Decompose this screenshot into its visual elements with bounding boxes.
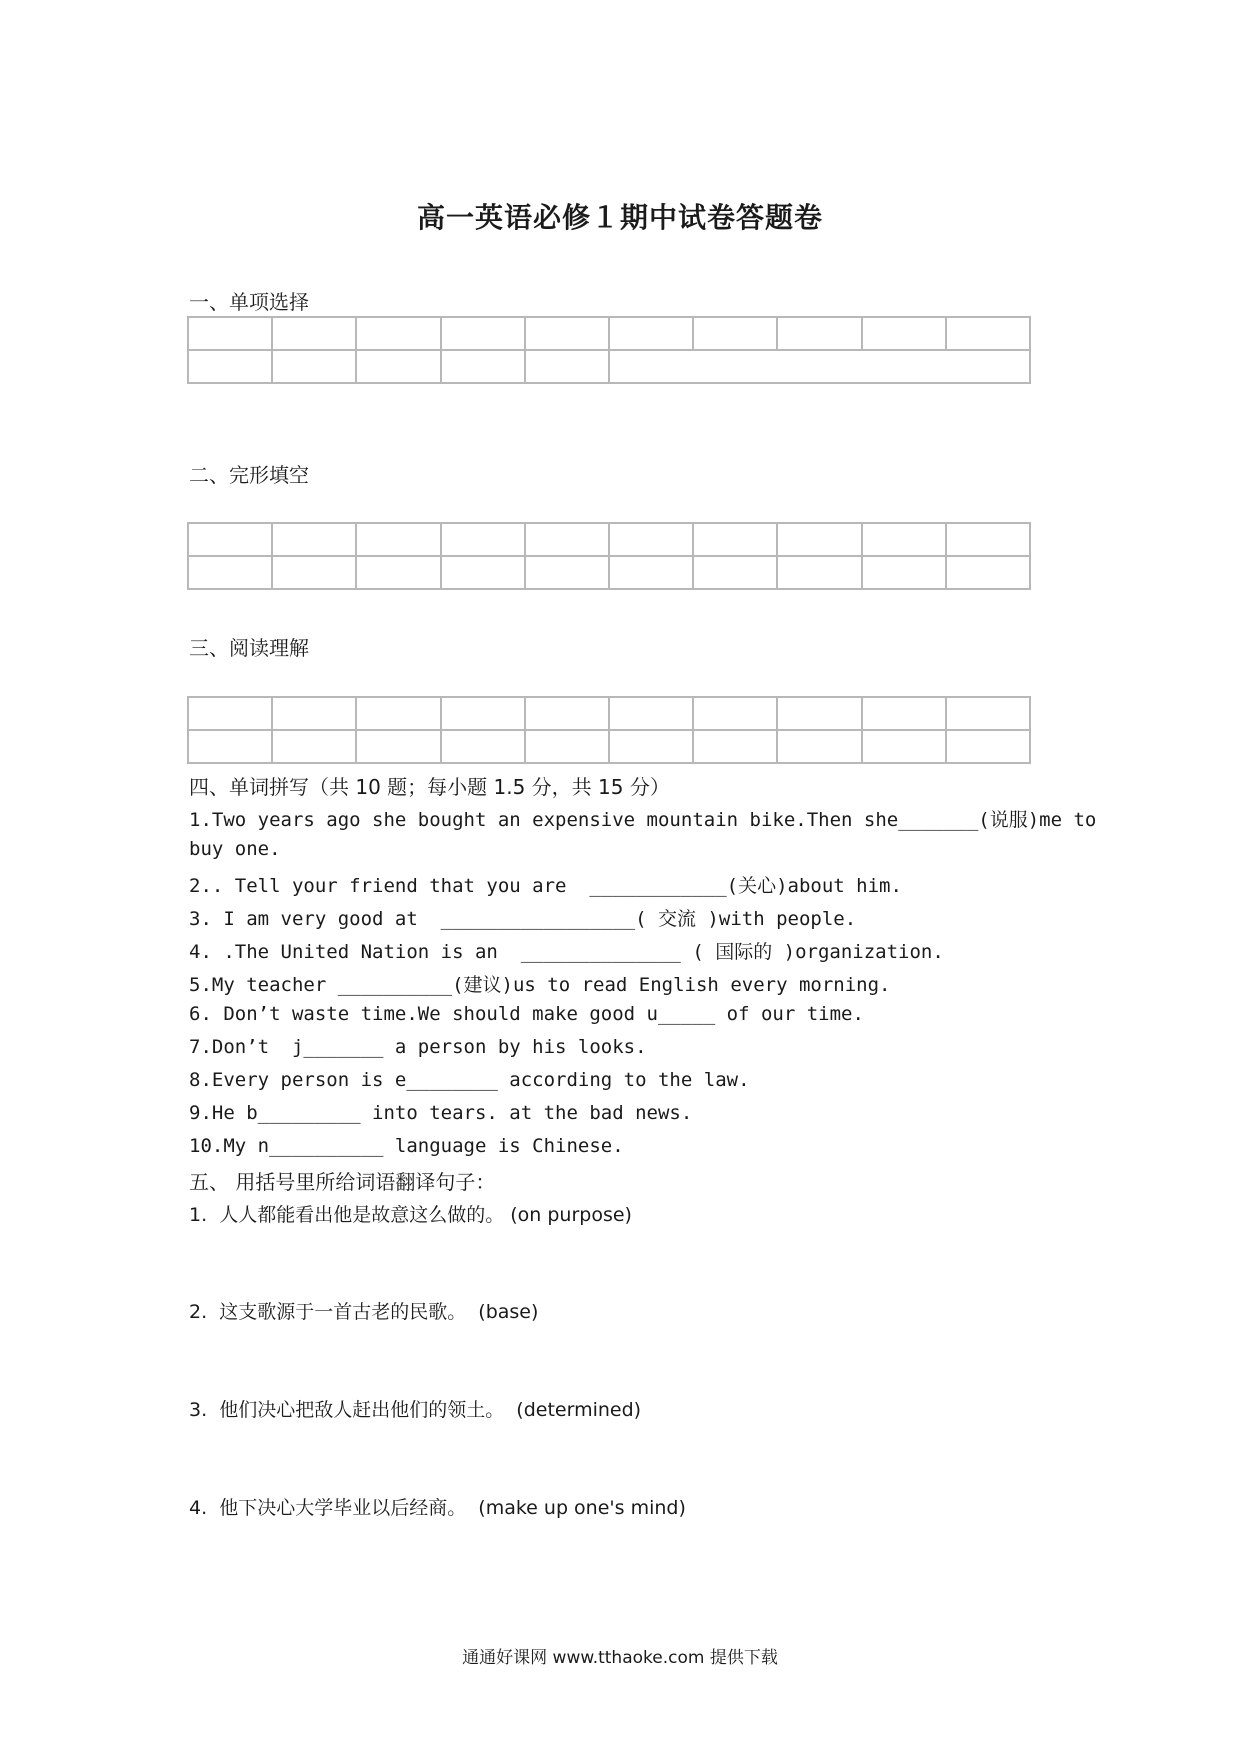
answer-cell[interactable] bbox=[946, 523, 1030, 556]
answer-cell[interactable] bbox=[946, 317, 1030, 350]
table-row bbox=[188, 523, 1030, 556]
answer-cell[interactable] bbox=[693, 556, 777, 589]
translation-item: 4. 他下决心大学毕业以后经商。 (make up one's mind) bbox=[189, 1497, 686, 1519]
answer-cell[interactable] bbox=[272, 317, 356, 350]
answer-cell[interactable] bbox=[356, 523, 440, 556]
answer-cell[interactable] bbox=[862, 556, 946, 589]
answer-cell[interactable] bbox=[862, 730, 946, 763]
page-title: 高一英语必修１期中试卷答题卷 bbox=[416, 201, 823, 234]
answer-cell[interactable] bbox=[272, 730, 356, 763]
answer-cell[interactable] bbox=[441, 317, 525, 350]
section-heading-spelling: 四、单词拼写（共 10 题；每小题 1.5 分，共 15 分） bbox=[189, 775, 670, 799]
answer-cell[interactable] bbox=[188, 317, 272, 350]
answer-cell[interactable] bbox=[188, 730, 272, 763]
answer-cell[interactable] bbox=[272, 697, 356, 730]
answer-cell[interactable] bbox=[272, 556, 356, 589]
spelling-item: 5.My teacher __________(建议)us to read English every morning. bbox=[189, 974, 891, 996]
answer-cell[interactable] bbox=[693, 523, 777, 556]
answer-cell[interactable] bbox=[525, 730, 609, 763]
table-row bbox=[188, 697, 1030, 730]
spelling-item: 8.Every person is e________ according to the law. bbox=[189, 1069, 750, 1091]
answer-cell[interactable] bbox=[272, 350, 356, 383]
spelling-item: 9.He b_________ into tears. at the bad news. bbox=[189, 1102, 693, 1124]
answer-cell-merged bbox=[609, 350, 1030, 383]
answer-cell[interactable] bbox=[356, 556, 440, 589]
answer-cell[interactable] bbox=[356, 317, 440, 350]
table-row bbox=[188, 556, 1030, 589]
spelling-item: 1.Two years ago she bought an expensive mountain bike.Then she_______(说服)me to bbox=[189, 809, 1097, 831]
answer-cell[interactable] bbox=[777, 556, 861, 589]
translation-item: 2. 这支歌源于一首古老的民歌。 (base) bbox=[189, 1301, 539, 1323]
answer-cell[interactable] bbox=[946, 730, 1030, 763]
answer-cell[interactable] bbox=[188, 350, 272, 383]
answer-cell[interactable] bbox=[609, 697, 693, 730]
answer-cell[interactable] bbox=[862, 523, 946, 556]
answer-cell[interactable] bbox=[188, 523, 272, 556]
spelling-item: 2.. Tell your friend that you are ____________(关心)about him. bbox=[189, 875, 902, 897]
answer-cell[interactable] bbox=[525, 697, 609, 730]
answer-cell[interactable] bbox=[441, 350, 525, 383]
answer-cell[interactable] bbox=[609, 730, 693, 763]
answer-cell[interactable] bbox=[777, 697, 861, 730]
answer-cell[interactable] bbox=[272, 523, 356, 556]
answer-cell[interactable] bbox=[188, 556, 272, 589]
answer-cell[interactable] bbox=[356, 350, 440, 383]
reading-answer-grid bbox=[187, 696, 1031, 764]
answer-cell[interactable] bbox=[693, 317, 777, 350]
answer-cell[interactable] bbox=[356, 730, 440, 763]
section-heading-single-choice: 一、单项选择 bbox=[189, 290, 309, 314]
answer-cell[interactable] bbox=[609, 523, 693, 556]
translation-item: 1. 人人都能看出他是故意这么做的。 (on purpose) bbox=[189, 1204, 632, 1226]
answer-cell[interactable] bbox=[441, 523, 525, 556]
spelling-item: 7.Don’t j_______ a person by his looks. bbox=[189, 1036, 647, 1058]
answer-cell[interactable] bbox=[862, 697, 946, 730]
answer-cell[interactable] bbox=[188, 697, 272, 730]
answer-cell[interactable] bbox=[862, 317, 946, 350]
spelling-item: 6. Don’t waste time.We should make good u_____ of our time. bbox=[189, 1003, 864, 1025]
section-heading-translation: 五、 用括号里所给词语翻译句子： bbox=[189, 1170, 496, 1194]
spelling-item: buy one. bbox=[189, 838, 281, 860]
answer-cell[interactable] bbox=[693, 730, 777, 763]
spelling-item: 10.My n__________ language is Chinese. bbox=[189, 1135, 624, 1157]
answer-cell[interactable] bbox=[525, 317, 609, 350]
answer-cell[interactable] bbox=[525, 523, 609, 556]
answer-cell[interactable] bbox=[777, 730, 861, 763]
answer-cell[interactable] bbox=[946, 697, 1030, 730]
spelling-item: 3. I am very good at _________________( 交流 )with people. bbox=[189, 908, 857, 930]
answer-cell[interactable] bbox=[441, 556, 525, 589]
table-row bbox=[188, 730, 1030, 763]
answer-cell[interactable] bbox=[693, 697, 777, 730]
answer-cell[interactable] bbox=[946, 556, 1030, 589]
answer-cell[interactable] bbox=[609, 556, 693, 589]
answer-cell[interactable] bbox=[777, 317, 861, 350]
answer-cell[interactable] bbox=[525, 556, 609, 589]
answer-cell[interactable] bbox=[441, 730, 525, 763]
section-heading-reading: 三、阅读理解 bbox=[189, 636, 309, 660]
answer-cell[interactable] bbox=[441, 697, 525, 730]
section-heading-cloze: 二、完形填空 bbox=[189, 463, 309, 487]
answer-cell[interactable] bbox=[356, 697, 440, 730]
answer-cell[interactable] bbox=[525, 350, 609, 383]
page-footer: 通通好课网 www.tthaoke.com 提供下载 bbox=[462, 1648, 778, 1668]
cloze-answer-grid bbox=[187, 522, 1031, 590]
spelling-item: 4. .The United Nation is an ______________ ( 国际的 )organization. bbox=[189, 941, 944, 963]
answer-cell[interactable] bbox=[777, 523, 861, 556]
translation-item: 3. 他们决心把敌人赶出他们的领土。 (determined) bbox=[189, 1399, 642, 1421]
table-row bbox=[188, 317, 1030, 350]
single-choice-answer-grid bbox=[187, 316, 1031, 384]
table-row bbox=[188, 350, 1030, 383]
answer-cell[interactable] bbox=[609, 317, 693, 350]
